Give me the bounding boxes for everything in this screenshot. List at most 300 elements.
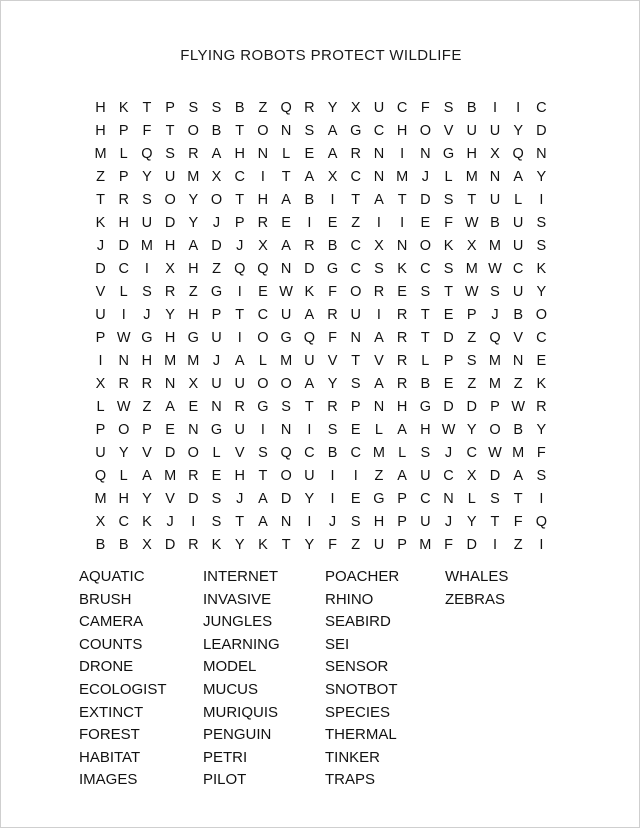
grid-cell: M bbox=[164, 467, 177, 484]
grid-cell: W bbox=[464, 214, 479, 231]
grid-cell: O bbox=[280, 467, 292, 484]
grid-cell: A bbox=[327, 122, 338, 139]
word-item: SENSOR bbox=[325, 658, 389, 676]
grid-cell: X bbox=[327, 168, 338, 185]
grid-cell: I bbox=[330, 467, 335, 484]
grid-cell: R bbox=[304, 99, 315, 116]
grid-cell: I bbox=[307, 513, 312, 530]
grid-cell: H bbox=[164, 329, 176, 346]
word-item: JUNGLES bbox=[203, 613, 273, 631]
grid-cell: N bbox=[280, 260, 292, 277]
grid-cell: T bbox=[142, 99, 152, 116]
grid-cell: K bbox=[211, 536, 222, 553]
grid-cell: C bbox=[350, 168, 361, 185]
grid-row bbox=[91, 418, 551, 441]
grid-cell: G bbox=[350, 122, 362, 139]
grid-cell: E bbox=[350, 490, 361, 507]
grid-cell: L bbox=[398, 444, 407, 461]
grid-cell: Y bbox=[142, 490, 152, 507]
grid-cell: U bbox=[512, 214, 524, 231]
grid-cell: Y bbox=[327, 375, 338, 392]
grid-cell: Z bbox=[374, 467, 384, 484]
grid-cell: S bbox=[142, 191, 152, 208]
grid-cell: M bbox=[94, 145, 107, 162]
grid-cell: W bbox=[116, 329, 131, 346]
grid-cell: P bbox=[466, 306, 477, 323]
grid-cell: J bbox=[96, 237, 105, 254]
grid-cell: P bbox=[165, 99, 175, 116]
grid-cell: Y bbox=[142, 168, 152, 185]
grid-cell: R bbox=[327, 306, 338, 323]
grid-cell: H bbox=[373, 513, 385, 530]
grid-cell: N bbox=[489, 168, 501, 185]
grid-cell: A bbox=[513, 168, 523, 185]
grid-cell: I bbox=[539, 191, 544, 208]
grid-row bbox=[91, 349, 551, 372]
grid-cell: I bbox=[260, 421, 265, 438]
word-item: RHINO bbox=[325, 590, 374, 608]
grid-cell: A bbox=[211, 145, 222, 162]
grid-cell: D bbox=[164, 214, 176, 231]
grid-cell: T bbox=[235, 306, 245, 323]
grid-cell: H bbox=[188, 306, 199, 323]
grid-cell: G bbox=[210, 421, 223, 438]
grid-row bbox=[91, 464, 551, 487]
grid-cell: C bbox=[420, 490, 431, 507]
grid-cell: L bbox=[258, 352, 267, 369]
word-item: PENGUIN bbox=[203, 726, 272, 744]
grid-cell: I bbox=[237, 329, 242, 346]
grid-cell: K bbox=[536, 260, 547, 277]
grid-cell: Z bbox=[467, 375, 477, 392]
grid-cell: S bbox=[350, 375, 361, 392]
grid-cell: B bbox=[327, 237, 338, 254]
grid-cell: A bbox=[397, 467, 407, 484]
grid-cell: X bbox=[165, 260, 175, 277]
grid-cell: R bbox=[373, 283, 385, 300]
grid-cell: C bbox=[350, 260, 361, 277]
grid-cell: O bbox=[257, 122, 269, 139]
grid-cell: C bbox=[443, 467, 454, 484]
grid-cell: V bbox=[142, 444, 152, 461]
grid-cell: Z bbox=[351, 214, 361, 231]
grid-cell: U bbox=[373, 536, 385, 553]
grid-cell: A bbox=[281, 191, 291, 208]
grid-cell: B bbox=[304, 191, 315, 208]
grid-cell: G bbox=[419, 398, 431, 415]
grid-cell: J bbox=[236, 490, 244, 507]
grid-cell: P bbox=[95, 329, 106, 346]
grid-cell: N bbox=[280, 122, 292, 139]
grid-cell: Y bbox=[188, 191, 199, 208]
grid-cell: C bbox=[234, 168, 245, 185]
grid-cell: P bbox=[211, 306, 222, 323]
grid-cell: S bbox=[420, 444, 431, 461]
grid-row bbox=[91, 188, 551, 211]
grid-cell: C bbox=[512, 260, 524, 277]
grid-cell: U bbox=[350, 306, 361, 323]
grid-cell: I bbox=[539, 490, 544, 507]
grid-cell: I bbox=[330, 191, 335, 208]
grid-cell: U bbox=[373, 99, 385, 116]
grid-cell: P bbox=[397, 490, 407, 507]
grid-cell: R bbox=[327, 398, 338, 415]
grid-cell: U bbox=[489, 122, 501, 139]
grid-cell: M bbox=[488, 375, 501, 392]
grid-cell: F bbox=[536, 444, 546, 461]
letter-grid bbox=[91, 96, 551, 556]
grid-cell: I bbox=[260, 168, 265, 185]
grid-cell: P bbox=[350, 398, 361, 415]
grid-cell: S bbox=[420, 283, 431, 300]
grid-cell: J bbox=[236, 237, 244, 254]
grid-cell: Y bbox=[304, 490, 315, 507]
grid-cell: O bbox=[257, 375, 269, 392]
grid-row bbox=[91, 119, 551, 142]
grid-cell: P bbox=[142, 421, 152, 438]
grid-cell: V bbox=[234, 444, 245, 461]
grid-cell: W bbox=[441, 421, 456, 438]
grid-cell: O bbox=[419, 237, 431, 254]
grid-cell: T bbox=[281, 168, 291, 185]
grid-cell: K bbox=[443, 237, 454, 254]
grid-cell: H bbox=[188, 260, 199, 277]
grid-cell: C bbox=[350, 444, 361, 461]
grid-cell: I bbox=[376, 306, 381, 323]
grid-cell: T bbox=[420, 306, 430, 323]
grid-cell: S bbox=[258, 444, 268, 461]
grid-cell: N bbox=[257, 145, 269, 162]
grid-cell: H bbox=[164, 237, 176, 254]
grid-cell: J bbox=[328, 513, 337, 530]
grid-cell: A bbox=[304, 168, 315, 185]
grid-cell: X bbox=[95, 513, 106, 530]
grid-cell: M bbox=[164, 352, 177, 369]
grid-cell: P bbox=[443, 352, 454, 369]
grid-cell: N bbox=[420, 145, 431, 162]
grid-cell: Q bbox=[257, 260, 269, 277]
grid-cell: T bbox=[235, 513, 245, 530]
grid-cell: A bbox=[327, 145, 338, 162]
word-item: EXTINCT bbox=[79, 703, 144, 721]
grid-cell: N bbox=[536, 145, 547, 162]
grid-cell: C bbox=[118, 260, 129, 277]
grid-cell: C bbox=[466, 444, 477, 461]
grid-cell: A bbox=[234, 352, 245, 369]
grid-cell: X bbox=[490, 145, 500, 162]
grid-cell: O bbox=[164, 191, 176, 208]
grid-cell: K bbox=[95, 214, 106, 231]
grid-cell: R bbox=[257, 214, 269, 231]
grid-cell: S bbox=[443, 191, 454, 208]
grid-cell: I bbox=[144, 260, 149, 277]
grid-cell: E bbox=[258, 283, 268, 300]
grid-cell: S bbox=[374, 260, 384, 277]
grid-cell: G bbox=[187, 329, 199, 346]
grid-cell: T bbox=[235, 122, 245, 139]
grid-cell: D bbox=[466, 398, 477, 415]
grid-cell: S bbox=[466, 352, 477, 369]
grid-cell: U bbox=[211, 375, 222, 392]
grid-cell: P bbox=[234, 214, 245, 231]
grid-cell: V bbox=[443, 122, 454, 139]
grid-row bbox=[91, 487, 551, 510]
grid-cell: G bbox=[280, 329, 292, 346]
grid-cell: G bbox=[257, 398, 269, 415]
grid-cell: O bbox=[419, 122, 431, 139]
grid-cell: H bbox=[257, 191, 269, 208]
grid-cell: H bbox=[118, 490, 129, 507]
grid-cell: G bbox=[442, 145, 455, 162]
grid-cell: O bbox=[118, 421, 130, 438]
grid-cell: H bbox=[396, 122, 408, 139]
grid-cell: K bbox=[118, 99, 129, 116]
grid-cell: M bbox=[372, 444, 385, 461]
word-item: DRONE bbox=[79, 658, 134, 676]
grid-cell: N bbox=[164, 375, 176, 392]
grid-cell: R bbox=[396, 352, 408, 369]
grid-cell: I bbox=[98, 352, 103, 369]
grid-cell: I bbox=[191, 513, 196, 530]
grid-cell: Y bbox=[234, 536, 245, 553]
grid-row bbox=[91, 165, 551, 188]
grid-cell: A bbox=[513, 467, 523, 484]
grid-cell: Y bbox=[304, 536, 315, 553]
grid-cell: V bbox=[95, 283, 106, 300]
grid-cell: P bbox=[397, 536, 407, 553]
grid-cell: I bbox=[353, 467, 358, 484]
grid-cell: C bbox=[396, 99, 408, 116]
grid-cell: A bbox=[374, 329, 384, 346]
word-item: HABITAT bbox=[79, 748, 141, 766]
grid-cell: M bbox=[465, 260, 478, 277]
grid-cell: Q bbox=[234, 260, 246, 277]
grid-cell: A bbox=[304, 306, 315, 323]
grid-cell: R bbox=[396, 375, 408, 392]
grid-cell: R bbox=[536, 398, 547, 415]
grid-cell: I bbox=[516, 99, 521, 116]
word-item: SPECIES bbox=[325, 703, 391, 721]
grid-cell: R bbox=[188, 536, 199, 553]
grid-cell: L bbox=[444, 168, 453, 185]
grid-cell: N bbox=[396, 237, 408, 254]
grid-cell: E bbox=[327, 214, 338, 231]
grid-cell: N bbox=[443, 490, 454, 507]
word-item: CAMERA bbox=[79, 613, 144, 631]
word-item: THERMAL bbox=[325, 726, 397, 744]
grid-cell: O bbox=[350, 283, 362, 300]
grid-cell: O bbox=[187, 444, 199, 461]
grid-cell: U bbox=[141, 214, 153, 231]
grid-cell: U bbox=[420, 467, 431, 484]
grid-cell: S bbox=[536, 237, 547, 254]
grid-cell: A bbox=[142, 467, 152, 484]
grid-cell: S bbox=[211, 99, 222, 116]
grid-cell: E bbox=[420, 214, 431, 231]
grid-cell: E bbox=[211, 467, 222, 484]
grid-cell: S bbox=[211, 513, 222, 530]
grid-cell: W bbox=[488, 260, 502, 277]
word-item: ECOLOGIST bbox=[79, 680, 167, 698]
grid-cell: R bbox=[141, 375, 153, 392]
grid-cell: S bbox=[188, 99, 199, 116]
grid-cell: L bbox=[421, 352, 430, 369]
word-item: TRAPS bbox=[325, 771, 376, 789]
word-item: FOREST bbox=[79, 726, 140, 744]
grid-cell: U bbox=[304, 467, 315, 484]
grid-cell: V bbox=[327, 352, 338, 369]
grid-cell: B bbox=[234, 99, 245, 116]
grid-cell: L bbox=[467, 490, 476, 507]
grid-cell: F bbox=[444, 214, 453, 231]
grid-cell: C bbox=[257, 306, 269, 323]
grid-cell: T bbox=[351, 191, 361, 208]
grid-cell: M bbox=[280, 352, 293, 369]
word-item: SNOTBOT bbox=[325, 680, 398, 698]
grid-cell: M bbox=[187, 352, 200, 369]
grid-cell: C bbox=[350, 237, 361, 254]
grid-cell: X bbox=[466, 467, 477, 484]
grid-cell: Y bbox=[513, 122, 523, 139]
grid-cell: E bbox=[443, 306, 454, 323]
grid-cell: B bbox=[211, 122, 222, 139]
grid-cell: I bbox=[492, 536, 497, 553]
grid-cell: A bbox=[281, 237, 291, 254]
grid-cell: S bbox=[142, 283, 152, 300]
word-item: SEI bbox=[325, 635, 350, 653]
grid-cell: A bbox=[258, 490, 268, 507]
grid-cell: U bbox=[512, 283, 524, 300]
grid-cell: D bbox=[280, 490, 292, 507]
grid-cell: V bbox=[165, 490, 175, 507]
word-column bbox=[325, 566, 445, 792]
grid-cell: X bbox=[211, 168, 222, 185]
grid-cell: B bbox=[490, 214, 500, 231]
grid-cell: D bbox=[164, 536, 176, 553]
grid-cell: K bbox=[397, 260, 407, 277]
grid-cell: Y bbox=[327, 99, 338, 116]
grid-cell: J bbox=[212, 214, 221, 231]
grid-cell: V bbox=[513, 329, 523, 346]
grid-cell: Z bbox=[96, 168, 105, 185]
grid-cell: M bbox=[488, 352, 501, 369]
grid-cell: U bbox=[234, 421, 245, 438]
grid-cell: L bbox=[119, 467, 128, 484]
grid-cell: F bbox=[420, 99, 430, 116]
grid-cell: I bbox=[330, 490, 335, 507]
grid-cell: H bbox=[234, 145, 245, 162]
grid-cell: B bbox=[513, 306, 523, 323]
grid-cell: U bbox=[211, 329, 222, 346]
grid-cell: L bbox=[96, 398, 105, 415]
grid-cell: Y bbox=[188, 214, 199, 231]
grid-cell: U bbox=[234, 375, 245, 392]
grid-cell: Q bbox=[535, 513, 547, 530]
grid-cell: X bbox=[466, 237, 477, 254]
grid-cell: J bbox=[143, 306, 151, 323]
grid-cell: W bbox=[116, 398, 131, 415]
grid-cell: O bbox=[489, 421, 501, 438]
grid-cell: I bbox=[307, 214, 312, 231]
word-item: WHALES bbox=[445, 568, 509, 585]
grid-cell: E bbox=[281, 214, 291, 231]
grid-cell: M bbox=[488, 237, 501, 254]
word-item: MODEL bbox=[203, 658, 257, 676]
grid-cell: Q bbox=[489, 329, 501, 346]
grid-cell: N bbox=[118, 352, 129, 369]
word-item: TINKER bbox=[325, 748, 381, 766]
grid-cell: E bbox=[350, 421, 361, 438]
grid-cell: U bbox=[95, 306, 106, 323]
word-item: COUNTS bbox=[79, 635, 143, 653]
grid-cell: Z bbox=[188, 283, 198, 300]
grid-cell: G bbox=[210, 283, 223, 300]
grid-cell: N bbox=[280, 421, 292, 438]
grid-cell: B bbox=[513, 421, 523, 438]
grid-cell: L bbox=[282, 145, 291, 162]
grid-cell: A bbox=[397, 421, 407, 438]
grid-cell: T bbox=[304, 398, 314, 415]
grid-cell: S bbox=[211, 490, 222, 507]
grid-cell: Y bbox=[165, 306, 175, 323]
grid-cell: S bbox=[304, 122, 315, 139]
grid-cell: K bbox=[304, 283, 315, 300]
page-title: FLYING ROBOTS PROTECT WILDLIFE bbox=[180, 47, 462, 64]
word-item: INTERNET bbox=[203, 568, 278, 585]
grid-cell: F bbox=[142, 122, 152, 139]
grid-cell: W bbox=[488, 444, 502, 461]
grid-cell: A bbox=[304, 375, 315, 392]
grid-row bbox=[91, 211, 551, 234]
grid-cell: A bbox=[258, 513, 268, 530]
grid-cell: L bbox=[119, 283, 128, 300]
grid-cell: E bbox=[536, 352, 547, 369]
grid-cell: Z bbox=[142, 398, 152, 415]
grid-cell: Y bbox=[536, 168, 547, 185]
grid-row bbox=[91, 533, 551, 556]
grid-cell: G bbox=[326, 260, 339, 277]
grid-cell: C bbox=[118, 513, 129, 530]
grid-cell: U bbox=[304, 352, 315, 369]
grid-cell: N bbox=[188, 421, 199, 438]
grid-cell: R bbox=[188, 467, 199, 484]
grid-cell: I bbox=[237, 283, 242, 300]
grid-cell: D bbox=[420, 191, 431, 208]
grid-cell: D bbox=[489, 467, 501, 484]
grid-cell: O bbox=[210, 191, 223, 208]
grid-cell: I bbox=[121, 306, 126, 323]
grid-cell: T bbox=[281, 536, 291, 553]
grid-row bbox=[91, 142, 551, 165]
grid-cell: Y bbox=[536, 421, 547, 438]
grid-cell: N bbox=[373, 398, 385, 415]
grid-cell: O bbox=[257, 329, 269, 346]
grid-cell: M bbox=[512, 444, 525, 461]
grid-cell: J bbox=[212, 352, 221, 369]
grid-cell: O bbox=[280, 375, 292, 392]
grid-cell: Q bbox=[303, 329, 315, 346]
grid-cell: R bbox=[118, 375, 129, 392]
grid-cell: L bbox=[212, 444, 221, 461]
word-bank bbox=[79, 566, 579, 792]
word-item: MURIQUIS bbox=[203, 703, 278, 721]
grid-cell: S bbox=[443, 260, 454, 277]
grid-cell: J bbox=[421, 168, 429, 185]
grid-cell: U bbox=[95, 444, 106, 461]
grid-cell: Q bbox=[94, 467, 107, 484]
word-column bbox=[203, 566, 325, 792]
grid-cell: N bbox=[211, 398, 222, 415]
